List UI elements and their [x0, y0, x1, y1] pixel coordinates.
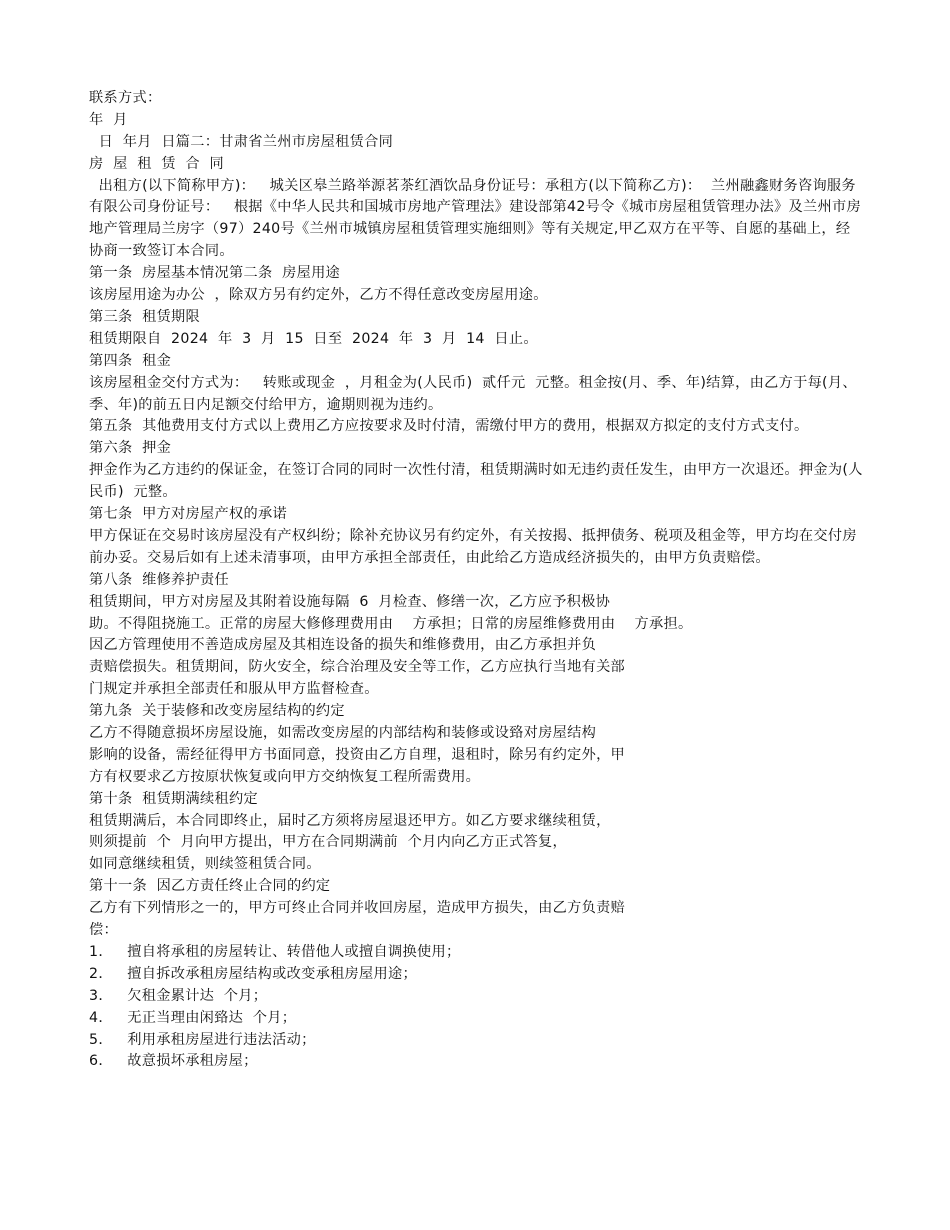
- article-10-line: 租赁期满后，本合同即终止，届时乙方须将房屋退还甲方。如乙方要求继续租赁，: [89, 812, 611, 829]
- article-3-body: 租赁期限自 2024 年 3 月 15 日至 2024 年 3 月 14 日止。: [89, 330, 538, 347]
- article-10-heading: 第十条 租赁期满续租约定: [89, 790, 258, 807]
- contract-title: 房 屋 租 赁 合 同: [89, 155, 225, 172]
- article-8-line: 责赔偿损失。租赁期间，防火安全，综合治理及安全等工作，乙方应执行当地有关部: [89, 659, 626, 676]
- list-item: 5． 利用承租房屋进行违法活动；: [89, 1031, 316, 1048]
- article-5-body: 第五条 其他费用支付方式以上费用乙方应按要求及时付清，需缴付甲方的费用，根据双方拟定的支付方式支付。: [89, 418, 809, 435]
- article-9-heading: 第九条 关于装修和改变房屋结构的约定: [89, 703, 345, 720]
- article-10-line: 则须提前 个 月向甲方提出，甲方在合同期满前 个月内向乙方正式答复，: [89, 834, 567, 851]
- article-6-body: 押金作为乙方违约的保证金，在签订合同的同时一次性付清，租赁期满时如无违约责任发生，由甲方一次退还。押金为(人民币) 元整。: [89, 462, 863, 501]
- article-11-line: 乙方有下列情形之一的，甲方可终止合同并收回房屋，造成甲方损失，由乙方负责赔: [89, 900, 626, 917]
- list-item: 6． 故意损坏承租房屋；: [89, 1053, 258, 1070]
- contract-document: [89, 88, 864, 1073]
- list-item: 4． 无正当理由闲臵达 个月；: [89, 1009, 297, 1026]
- list-item: 3． 欠租金累计达 个月；: [89, 987, 268, 1004]
- article-8-line: 门规定并承担全部责任和服从甲方监督检查。: [89, 681, 379, 698]
- article-2-body: 该房屋用途为办公 ，除双方另有约定外，乙方不得任意改变房屋用途。: [89, 287, 548, 304]
- intro-paragraph: 出租方(以下简称甲方)： 城关区皋兰路举源茗茶红酒饮品身份证号：承租方(以下简称乙方)： 兰州融鑫财务咨询服务有限公司身份证号： 根据《中华人民共和国城市房地产管理法》建设部第42号令《城市房屋租赁管理办法》及兰州市房地产管理局兰房字（97）240号《兰州市城镇房屋租赁管理实施细则》等有关规定,甲乙双方在平等、自愿的基础上，经协商一致签订本合同。: [89, 177, 861, 260]
- list-item: 1． 擅自将承租的房屋转让、转借他人或擅自调换使用；: [89, 943, 461, 960]
- date-title-line: 日 年月 日篇二：甘肃省兰州市房屋租赁合同: [89, 133, 394, 150]
- article-4-heading: 第四条 租金: [89, 352, 172, 369]
- article-7-heading: 第七条 甲方对房屋产权的承诺: [89, 506, 287, 523]
- article-9-line: 方有权要求乙方按原状恢复或向甲方交纳恢复工程所需费用。: [89, 768, 481, 785]
- article-6-heading: 第六条 押金: [89, 440, 172, 457]
- article-9-line: 影响的设备，需经征得甲方书面同意，投资由乙方自理，退租时，除另有约定外，甲: [89, 746, 626, 763]
- article-9-line: 乙方不得随意损坏房屋设施，如需改变房屋的内部结构和装修或设臵对房屋结构: [89, 725, 597, 742]
- article-8-heading: 第八条 维修养护责任: [89, 571, 230, 588]
- article-7-body: 甲方保证在交易时该房屋没有产权纠纷；除补充协议另有约定外，有关按揭、抵押债务、税项及租金等，甲方均在交付房前办妥。交易后如有上述未清事项，由甲方承担全部责任，由此给乙方造成经济损失的，由甲方负责赔偿。: [89, 527, 857, 566]
- year-month-line: 年 月: [89, 111, 128, 128]
- article-4-body: 该房屋租金交付方式为： 转账或现金 ，月租金为(人民币) 贰仟元 元整。租金按(月、季、年)结算，由乙方于每(月、季、年)的前五日内足额交付给甲方，逾期则视为违约。: [89, 374, 857, 413]
- article-3-heading: 第三条 租赁期限: [89, 308, 201, 325]
- list-item: 2． 擅自拆改承租房屋结构或改变承租房屋用途；: [89, 965, 417, 982]
- article-8-line: 助。不得阻挠施工。正常的房屋大修修理费用由 方承担；日常的房屋维修费用由 方承担。: [89, 615, 693, 632]
- article-10-line: 如同意继续租赁，则续签租赁合同。: [89, 856, 321, 873]
- article-8-line: 因乙方管理使用不善造成房屋及其相连设备的损失和维修费用，由乙方承担并负: [89, 637, 597, 654]
- contact-line: 联系方式：: [89, 90, 162, 106]
- article-8-line: 租赁期间，甲方对房屋及其附着设施每隔 6 月检查、修缮一次，乙方应予积极协: [89, 593, 611, 610]
- article-1-2-heading: 第一条 房屋基本情况第二条 房屋用途: [89, 265, 341, 282]
- article-11-line: 偿：: [89, 922, 118, 939]
- article-11-heading: 第十一条 因乙方责任终止合同的约定: [89, 878, 331, 895]
